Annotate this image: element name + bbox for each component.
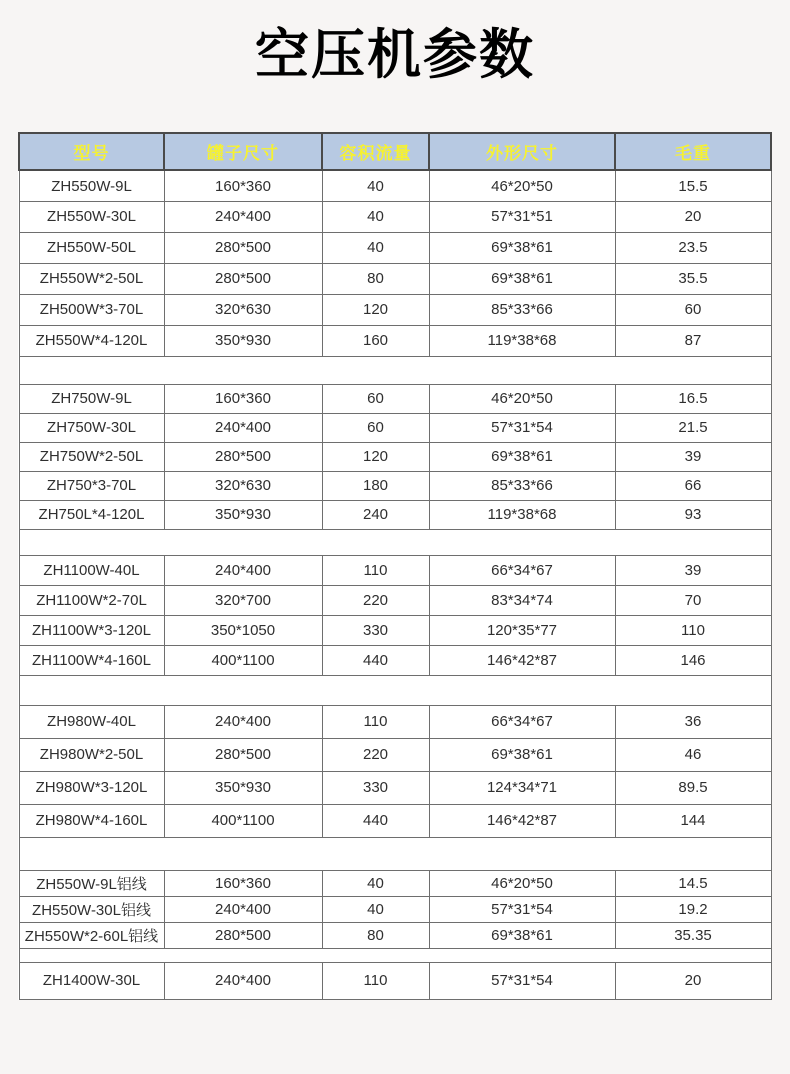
group-spacer-cell [19,837,771,870]
cell-tank-size: 240*400 [164,413,322,442]
cell-flow-rate: 440 [322,645,429,675]
cell-gross-weight: 144 [615,804,771,837]
cell-dimensions: 146*42*87 [429,804,615,837]
table-row [19,263,771,294]
cell-gross-weight: 20 [615,201,771,232]
cell-gross-weight: 110 [615,615,771,645]
cell-dimensions: 146*42*87 [429,645,615,675]
cell-gross-weight: 19.2 [615,896,771,922]
cell-flow-rate: 40 [322,232,429,263]
table-row [19,645,771,675]
cell-model: ZH550W-50L [19,232,164,263]
cell-tank-size: 320*630 [164,294,322,325]
cell-flow-rate: 120 [322,294,429,325]
cell-flow-rate: 160 [322,325,429,356]
cell-model: ZH980W*2-50L [19,738,164,771]
cell-flow-rate: 60 [322,413,429,442]
cell-tank-size: 240*400 [164,555,322,585]
cell-tank-size: 350*930 [164,325,322,356]
cell-dimensions: 57*31*54 [429,896,615,922]
cell-flow-rate: 330 [322,615,429,645]
table-row [19,804,771,837]
cell-tank-size: 240*400 [164,962,322,999]
cell-tank-size: 350*930 [164,771,322,804]
table-row [19,738,771,771]
cell-gross-weight: 89.5 [615,771,771,804]
group-spacer-row [19,356,771,384]
group-spacer-row [19,837,771,870]
cell-tank-size: 280*500 [164,738,322,771]
cell-model: ZH1100W*3-120L [19,615,164,645]
cell-flow-rate: 60 [322,384,429,413]
cell-tank-size: 350*930 [164,500,322,529]
cell-gross-weight: 15.5 [615,170,771,201]
cell-flow-rate: 240 [322,500,429,529]
cell-gross-weight: 16.5 [615,384,771,413]
cell-flow-rate: 330 [322,771,429,804]
column-header-model: 型号 [19,133,164,170]
cell-flow-rate: 110 [322,705,429,738]
cell-tank-size: 240*400 [164,705,322,738]
group-spacer-cell [19,948,771,962]
cell-dimensions: 124*34*71 [429,771,615,804]
page-background [0,26,790,1000]
cell-gross-weight: 35.35 [615,922,771,948]
group-spacer-row [19,675,771,705]
cell-dimensions: 69*38*61 [429,922,615,948]
cell-dimensions: 69*38*61 [429,232,615,263]
cell-dimensions: 46*20*50 [429,170,615,201]
cell-model: ZH750W-9L [19,384,164,413]
cell-dimensions: 46*20*50 [429,384,615,413]
cell-flow-rate: 440 [322,804,429,837]
cell-flow-rate: 180 [322,471,429,500]
cell-flow-rate: 40 [322,201,429,232]
table-row [19,585,771,615]
compressor-spec-table [18,132,772,1000]
cell-flow-rate: 220 [322,585,429,615]
cell-flow-rate: 80 [322,263,429,294]
cell-dimensions: 119*38*68 [429,500,615,529]
cell-model: ZH1100W*4-160L [19,645,164,675]
cell-model: ZH980W*4-160L [19,804,164,837]
cell-flow-rate: 220 [322,738,429,771]
cell-tank-size: 160*360 [164,870,322,896]
cell-gross-weight: 21.5 [615,413,771,442]
table-header-row [19,133,771,170]
table-row [19,771,771,804]
cell-tank-size: 280*500 [164,263,322,294]
cell-model: ZH980W-40L [19,705,164,738]
cell-dimensions: 46*20*50 [429,870,615,896]
cell-dimensions: 119*38*68 [429,325,615,356]
cell-gross-weight: 23.5 [615,232,771,263]
cell-gross-weight: 35.5 [615,263,771,294]
cell-flow-rate: 110 [322,962,429,999]
cell-tank-size: 160*360 [164,170,322,201]
cell-dimensions: 85*33*66 [429,294,615,325]
cell-flow-rate: 40 [322,170,429,201]
group-spacer-row [19,529,771,555]
table-row [19,870,771,896]
cell-gross-weight: 87 [615,325,771,356]
cell-tank-size: 160*360 [164,384,322,413]
table-row [19,294,771,325]
cell-gross-weight: 146 [615,645,771,675]
table-row [19,442,771,471]
cell-model: ZH550W*2-50L [19,263,164,294]
cell-tank-size: 320*630 [164,471,322,500]
cell-tank-size: 240*400 [164,896,322,922]
group-spacer-cell [19,356,771,384]
cell-dimensions: 120*35*77 [429,615,615,645]
table-row [19,922,771,948]
cell-tank-size: 320*700 [164,585,322,615]
cell-gross-weight: 93 [615,500,771,529]
group-spacer-row [19,948,771,962]
cell-gross-weight: 20 [615,962,771,999]
cell-flow-rate: 110 [322,555,429,585]
cell-tank-size: 280*500 [164,922,322,948]
table-row [19,170,771,201]
table-row [19,325,771,356]
cell-model: ZH980W*3-120L [19,771,164,804]
cell-dimensions: 57*31*51 [429,201,615,232]
table-row [19,615,771,645]
cell-model: ZH550W-9L [19,170,164,201]
cell-dimensions: 69*38*61 [429,263,615,294]
cell-gross-weight: 70 [615,585,771,615]
table-row [19,384,771,413]
cell-model: ZH750W-30L [19,413,164,442]
cell-model: ZH550W-9L铝线 [19,870,164,896]
cell-model: ZH500W*3-70L [19,294,164,325]
cell-model: ZH1100W*2-70L [19,585,164,615]
column-header-gross-weight: 毛重 [615,133,771,170]
cell-tank-size: 280*500 [164,232,322,263]
cell-flow-rate: 40 [322,870,429,896]
cell-model: ZH550W-30L [19,201,164,232]
group-spacer-cell [19,529,771,555]
cell-dimensions: 57*31*54 [429,413,615,442]
cell-dimensions: 85*33*66 [429,471,615,500]
cell-flow-rate: 120 [322,442,429,471]
cell-model: ZH1400W-30L [19,962,164,999]
table-row [19,555,771,585]
table-row [19,705,771,738]
cell-dimensions: 66*34*67 [429,555,615,585]
cell-flow-rate: 80 [322,922,429,948]
table-row [19,232,771,263]
cell-dimensions: 69*38*61 [429,442,615,471]
column-header-tank-size: 罐子尺寸 [164,133,322,170]
cell-gross-weight: 39 [615,555,771,585]
table-row [19,962,771,999]
cell-tank-size: 280*500 [164,442,322,471]
cell-dimensions: 66*34*67 [429,705,615,738]
cell-dimensions: 69*38*61 [429,738,615,771]
page-title: 空压机参数 [255,25,535,85]
cell-model: ZH750L*4-120L [19,500,164,529]
cell-gross-weight: 66 [615,471,771,500]
cell-gross-weight: 14.5 [615,870,771,896]
cell-dimensions: 83*34*74 [429,585,615,615]
table-row [19,896,771,922]
table-row [19,201,771,232]
column-header-dimensions: 外形尺寸 [429,133,615,170]
cell-model: ZH550W*2-60L铝线 [19,922,164,948]
cell-model: ZH1100W-40L [19,555,164,585]
cell-gross-weight: 36 [615,705,771,738]
cell-tank-size: 400*1100 [164,645,322,675]
cell-tank-size: 350*1050 [164,615,322,645]
table-row [19,413,771,442]
cell-tank-size: 240*400 [164,201,322,232]
cell-gross-weight: 39 [615,442,771,471]
cell-gross-weight: 60 [615,294,771,325]
table-row [19,471,771,500]
cell-dimensions: 57*31*54 [429,962,615,999]
table-row [19,500,771,529]
group-spacer-cell [19,675,771,705]
cell-model: ZH750*3-70L [19,471,164,500]
column-header-flow-rate: 容积流量 [322,133,429,170]
cell-model: ZH550W-30L铝线 [19,896,164,922]
cell-model: ZH750W*2-50L [19,442,164,471]
cell-gross-weight: 46 [615,738,771,771]
cell-tank-size: 400*1100 [164,804,322,837]
cell-flow-rate: 40 [322,896,429,922]
cell-model: ZH550W*4-120L [19,325,164,356]
